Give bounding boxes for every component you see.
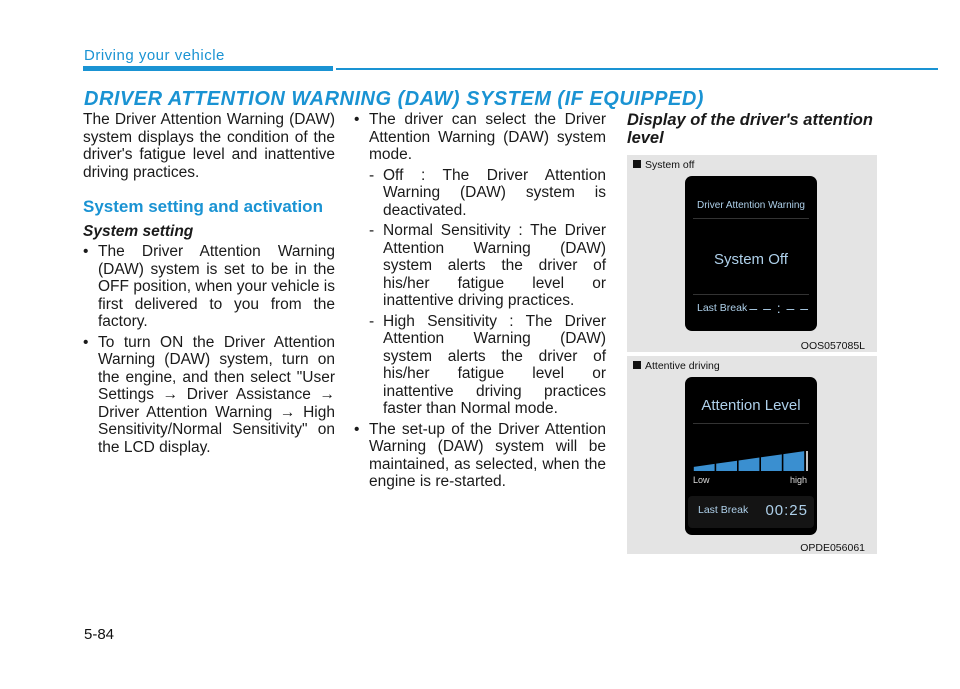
- option-item-high: - High Sensitivity : The Driver Attention Warning (DAW) system alerts the driver of his/her fatigue level or inattentive driving practices faster than Normal mode.: [369, 312, 606, 417]
- list-item: [354, 111, 606, 164]
- list-item-text: The set-up of the Driver Attention Warning (DAW) system will be maintained, as selected, when the engine is re-started.: [369, 420, 606, 490]
- caption-text: Attentive driving: [645, 360, 720, 372]
- list-item: [83, 334, 335, 457]
- last-break-value: 00:25: [765, 502, 808, 519]
- display-section-title: Display of the driver's attention level: [627, 111, 873, 147]
- section-heading: System setting and activation: [83, 197, 323, 216]
- section-label: Driving your vehicle: [84, 47, 225, 64]
- header-rule-thin: [336, 68, 938, 70]
- list-item-text: The driver can select the Driver Attention Warning (DAW) system mode.: [369, 111, 606, 163]
- option-item-normal: - Normal Sensitivity : The Driver Attention Warning (DAW) system alerts the driver of his/her fatigue level or inattentive driving practices.: [369, 222, 606, 309]
- bullet-icon: •: [354, 420, 360, 438]
- option-text: High Sensitivity : The Driver Attention Warning (DAW) system alerts the driver of his/her fatigue level or inattentive driving practices faster than Normal mode.: [383, 312, 606, 417]
- option-item-off: - Off : The Driver Attention Warning (DAW) system is deactivated.: [369, 166, 606, 219]
- gauge-segment: [694, 464, 715, 471]
- square-bullet-icon: [633, 160, 641, 168]
- bullet-icon: •: [83, 243, 89, 260]
- last-break-value: – – : – –: [749, 300, 809, 316]
- bullet-icon: •: [354, 111, 360, 128]
- gauge-segment: [783, 451, 804, 471]
- display-divider: [693, 294, 809, 295]
- list-item: [83, 243, 335, 331]
- cluster-display: [685, 176, 817, 331]
- gauge-low-label: Low: [693, 475, 710, 485]
- option-text: Normal Sensitivity : The Driver Attention Warning (DAW) system alerts the driver of his/her fatigue level or inattentive driving practices.: [383, 222, 606, 309]
- figure-system-off: [627, 155, 877, 352]
- display-divider: [693, 218, 809, 219]
- figure-attentive-driving: [627, 356, 877, 554]
- list-item-text: The Driver Attention Warning (DAW) system is set to be in the OFF position, when your vehicle is first delivered to you from the factory.: [98, 243, 335, 330]
- square-bullet-icon: [633, 361, 641, 369]
- display-header: Driver Attention Warning: [696, 200, 805, 211]
- bullet-icon: •: [83, 333, 89, 351]
- last-break-box: [688, 496, 814, 528]
- page-number: 5-84: [84, 626, 115, 643]
- column-2: [354, 111, 606, 491]
- column-1: [83, 111, 335, 456]
- page-title: DRIVER ATTENTION WARNING (DAW) SYSTEM (IF EQUIPPED): [84, 88, 704, 110]
- figure-code: OPDE056061: [800, 542, 865, 554]
- display-header: Attention Level: [701, 397, 801, 414]
- figure-code: OOS057085L: [800, 340, 865, 352]
- header-rule-thick: [83, 66, 333, 71]
- gauge-segment: [761, 454, 782, 471]
- last-break-label: Last Break: [698, 504, 749, 516]
- caption-text: System off: [645, 159, 695, 171]
- gauge-segment: [716, 461, 737, 471]
- display-status: System Off: [714, 251, 788, 268]
- gauge-high-label: high: [789, 475, 807, 485]
- list-item-text: To turn ON the Driver Attention Warning (DAW) system, turn on the engine, and then select "User Settings → Driver Assistance → Driver Attention Warning → High Sensitivity/Normal Sensitivity" on the LCD display.: [98, 333, 335, 456]
- intro-paragraph: The Driver Attention Warning (DAW) system displays the condition of the driver's fatigue level and inattentive driving practices.: [83, 111, 335, 181]
- figure-caption: [633, 159, 694, 171]
- gauge-segment: [739, 458, 760, 471]
- option-text: Off : The Driver Attention Warning (DAW) system is deactivated.: [383, 166, 606, 219]
- figure-caption: [633, 360, 720, 372]
- subsection-heading: System setting: [83, 222, 194, 240]
- list-item: [354, 421, 606, 491]
- cluster-display: [685, 377, 817, 535]
- last-break-label: Last Break: [697, 302, 748, 314]
